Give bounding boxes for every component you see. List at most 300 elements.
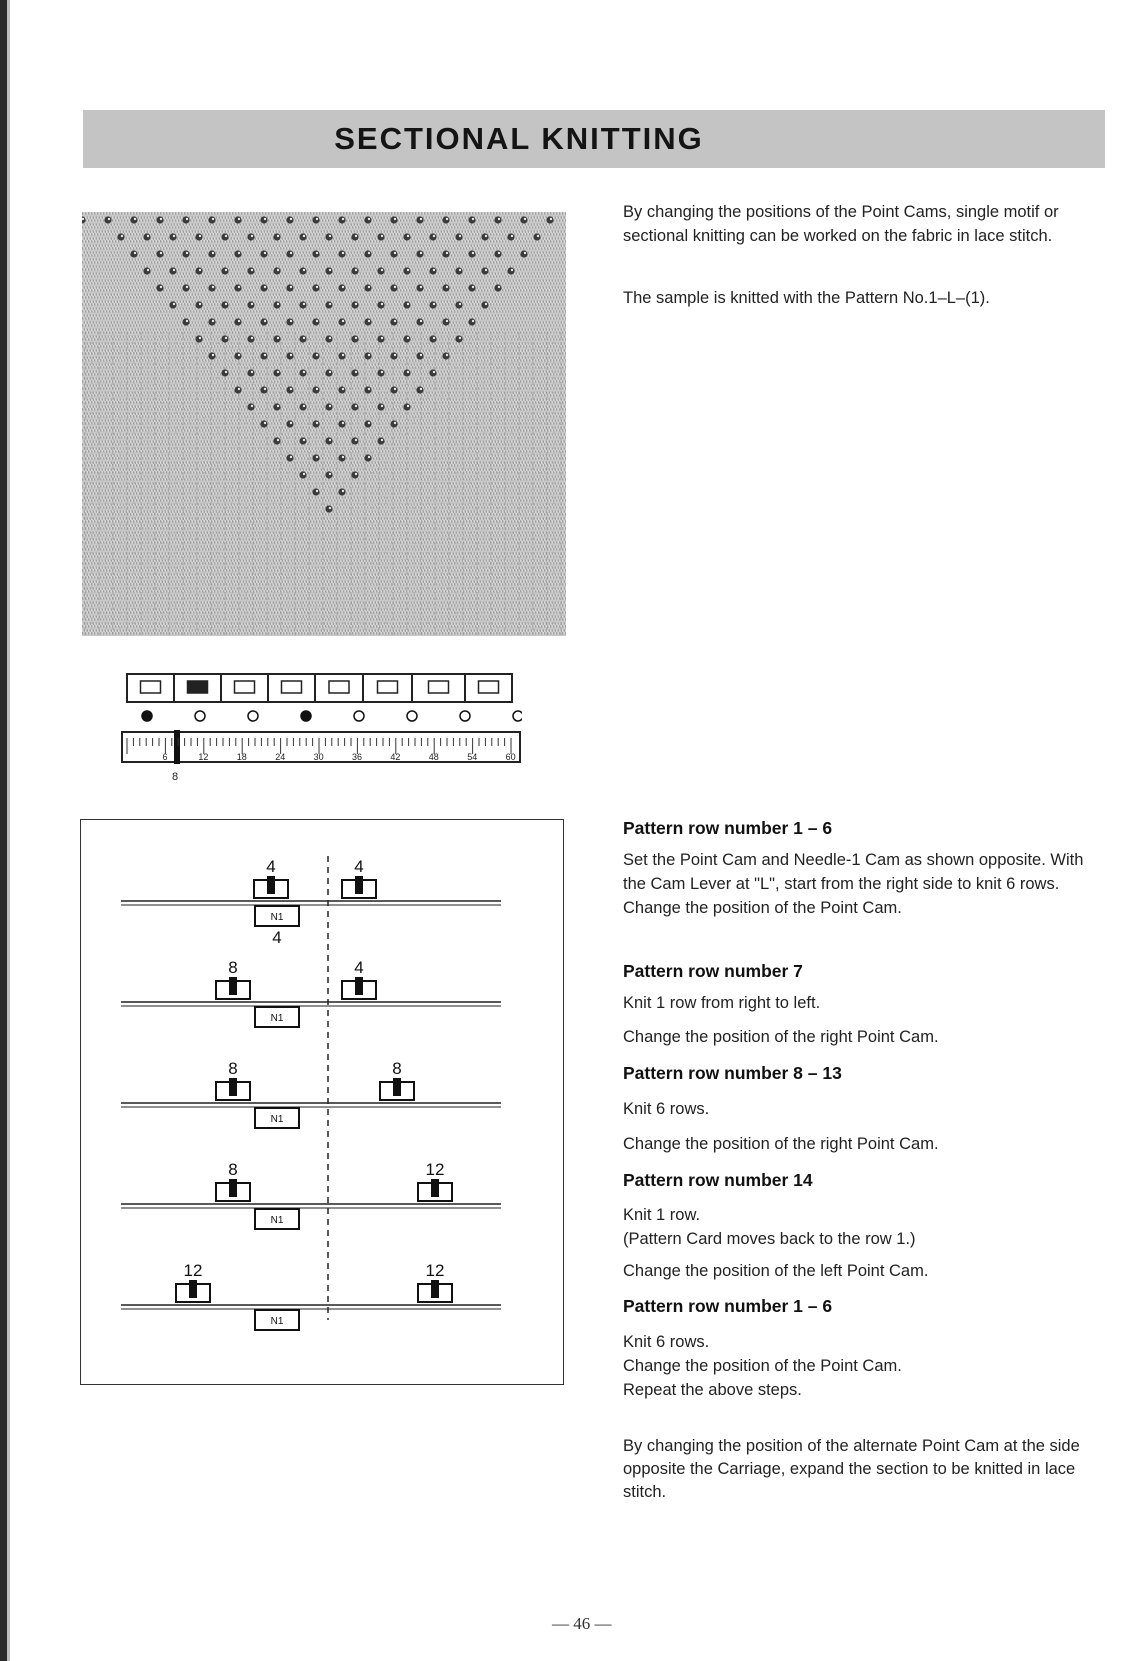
lace-eyelet-highlight (394, 422, 396, 424)
lace-eyelet-highlight (303, 371, 305, 373)
lace-eyelet (364, 318, 371, 325)
lace-eyelet-highlight (212, 286, 214, 288)
lace-eyelet-highlight (303, 337, 305, 339)
lace-eyelet (260, 284, 267, 291)
lace-eyelet (364, 454, 371, 461)
lace-eyelet-highlight (368, 218, 370, 220)
lace-eyelet-highlight (550, 218, 552, 220)
lace-eyelet (208, 318, 215, 325)
lace-eyelet-highlight (407, 235, 409, 237)
lace-eyelet-highlight (264, 218, 266, 220)
lace-eyelet (234, 216, 241, 223)
lace-eyelet-highlight (264, 422, 266, 424)
lace-eyelet-highlight (368, 286, 370, 288)
right-point-cam-number: 4 (354, 857, 364, 876)
lace-eyelet-highlight (212, 354, 214, 356)
lace-eyelet (364, 386, 371, 393)
right-point-cam-pin (393, 1078, 401, 1096)
lace-eyelet (520, 216, 527, 223)
lace-eyelet-highlight (433, 303, 435, 305)
lace-eyelet (299, 403, 306, 410)
section-2-line-1: Knit 1 row from right to left. (623, 994, 821, 1012)
lace-eyelet-highlight (186, 286, 188, 288)
cam-button-7[interactable] (429, 681, 449, 693)
lace-eyelet-highlight (290, 218, 292, 220)
lace-eyelet (442, 352, 449, 359)
cam-button-1[interactable] (141, 681, 161, 693)
lace-eyelet-highlight (277, 235, 279, 237)
lace-eyelet-highlight (342, 388, 344, 390)
lace-eyelet-highlight (160, 286, 162, 288)
lace-eyelet-highlight (186, 252, 188, 254)
lace-eyelet-highlight (186, 218, 188, 220)
lace-eyelet (221, 335, 228, 342)
lace-eyelet (390, 216, 397, 223)
needle-1-cam-label: N1 (270, 912, 284, 923)
lace-eyelet (390, 284, 397, 291)
lace-eyelet (247, 267, 254, 274)
lace-eyelet (143, 267, 150, 274)
lace-eyelet (182, 250, 189, 257)
lace-eyelet-highlight (459, 303, 461, 305)
lace-eyelet-highlight (485, 235, 487, 237)
lace-eyelet (221, 301, 228, 308)
lace-eyelet (156, 284, 163, 291)
lace-eyelet (286, 386, 293, 393)
lace-eyelet (507, 267, 514, 274)
cam-button-6[interactable] (378, 681, 398, 693)
lace-eyelet-highlight (420, 354, 422, 356)
lace-eyelet-highlight (264, 320, 266, 322)
lace-eyelet (195, 267, 202, 274)
scale-number: 12 (198, 752, 209, 762)
lace-eyelet-highlight (537, 235, 539, 237)
lace-eyelet-highlight (355, 473, 357, 475)
lace-eyelet (442, 284, 449, 291)
lace-eyelet (416, 318, 423, 325)
lace-eyelet-highlight (355, 439, 357, 441)
lace-eyelet (416, 386, 423, 393)
section-5-line-2: Change the position of the Point Cam. (623, 1357, 902, 1375)
scale-number: 30 (313, 752, 324, 762)
lace-eyelet (364, 216, 371, 223)
lace-eyelet (351, 267, 358, 274)
lace-eyelet-highlight (264, 286, 266, 288)
lace-eyelet-highlight (316, 422, 318, 424)
lace-eyelet-highlight (355, 405, 357, 407)
left-point-cam-number: 12 (183, 1261, 203, 1280)
lace-eyelet (247, 403, 254, 410)
lace-eyelet (364, 420, 371, 427)
lace-eyelet (312, 420, 319, 427)
indicator-lamp-8 (513, 711, 522, 721)
point-cam-diagram (80, 819, 564, 1385)
lace-eyelet (455, 267, 462, 274)
lace-eyelet-highlight (433, 235, 435, 237)
lace-eyelet (494, 284, 501, 291)
lace-eyelet (260, 352, 267, 359)
section-5-line-1: Knit 6 rows. (623, 1333, 710, 1351)
scale-number: 18 (236, 752, 247, 762)
lace-eyelet-highlight (329, 337, 331, 339)
lace-eyelet (247, 233, 254, 240)
lace-eyelet-highlight (238, 218, 240, 220)
lace-eyelet-highlight (303, 473, 305, 475)
lace-eyelet (221, 369, 228, 376)
lace-eyelet (260, 420, 267, 427)
lace-eyelet (169, 233, 176, 240)
lace-eyelet (208, 216, 215, 223)
lace-eyelet-highlight (472, 320, 474, 322)
lace-eyelet-highlight (407, 371, 409, 373)
lace-eyelet-highlight (420, 218, 422, 220)
lace-eyelet (377, 301, 384, 308)
lace-eyelet-highlight (316, 354, 318, 356)
lace-eyelet (429, 267, 436, 274)
lace-eyelet (221, 267, 228, 274)
indicator-lamp-4 (301, 711, 311, 721)
left-point-cam-pin (229, 1179, 237, 1197)
cam-button-strip (127, 674, 512, 702)
lace-eyelet (169, 301, 176, 308)
lace-eyelet-highlight (121, 235, 123, 237)
lace-eyelet-highlight (134, 252, 136, 254)
lace-eyelet-highlight (420, 252, 422, 254)
lace-eyelet (416, 216, 423, 223)
right-point-cam-number: 8 (392, 1059, 402, 1078)
lace-eyelet-highlight (316, 456, 318, 458)
lace-eyelet (338, 454, 345, 461)
lace-eyelet-highlight (472, 252, 474, 254)
lace-eyelet (182, 216, 189, 223)
lace-eyelet-highlight (277, 439, 279, 441)
lace-eyelet-highlight (225, 269, 227, 271)
lace-eyelet (416, 284, 423, 291)
lace-eyelet (325, 369, 332, 376)
lace-eyelet-highlight (316, 388, 318, 390)
page-edge-shadow-light (7, 0, 10, 1661)
scale-number: 42 (390, 752, 401, 762)
indicator-lamp-2 (195, 711, 205, 721)
indicator-lamp-7 (460, 711, 470, 721)
lace-eyelet-highlight (420, 320, 422, 322)
lace-eyelet (312, 488, 319, 495)
lace-eyelet (208, 284, 215, 291)
lace-eyelet-highlight (290, 422, 292, 424)
lace-eyelet (130, 250, 137, 257)
lace-eyelet (234, 318, 241, 325)
lace-eyelet (234, 250, 241, 257)
lace-eyelet-highlight (394, 252, 396, 254)
lace-eyelet (273, 403, 280, 410)
lace-eyelet-highlight (108, 218, 110, 220)
right-point-cam-pin (431, 1280, 439, 1298)
left-point-cam-pin (189, 1280, 197, 1298)
lace-eyelet (273, 267, 280, 274)
lace-eyelet-highlight (251, 303, 253, 305)
lace-eyelet (208, 352, 215, 359)
cam-button-4[interactable] (282, 681, 302, 693)
lace-eyelet-highlight (212, 252, 214, 254)
scale-number: 24 (275, 752, 286, 762)
right-point-cam-pin (431, 1179, 439, 1197)
lace-eyelet (403, 369, 410, 376)
lace-eyelet (299, 437, 306, 444)
needle-1-cam-number: 4 (272, 928, 282, 947)
lace-eyelet-highlight (472, 286, 474, 288)
lace-eyelet-highlight (160, 218, 162, 220)
section-1-text (623, 848, 1103, 920)
lace-eyelet-highlight (212, 320, 214, 322)
lace-eyelet (429, 335, 436, 342)
lace-eyelet-highlight (316, 252, 318, 254)
lace-eyelet (507, 233, 514, 240)
scale-number: 54 (467, 752, 478, 762)
lace-eyelet (312, 386, 319, 393)
lace-eyelet-highlight (433, 269, 435, 271)
indicator-lamp-6 (407, 711, 417, 721)
lace-eyelet (390, 250, 397, 257)
lace-eyelet-highlight (407, 303, 409, 305)
lace-eyelet (364, 250, 371, 257)
lace-eyelet (442, 318, 449, 325)
closing-paragraph: By changing the position of the alternate Point Cam at the side opposite the Carriage, expand the section to be knitted in lace stitch. (623, 1437, 1080, 1501)
right-point-cam-pin (355, 977, 363, 995)
lace-eyelet (338, 420, 345, 427)
lace-eyelet-highlight (290, 252, 292, 254)
lace-eyelet (312, 352, 319, 359)
lace-eyelet-highlight (329, 439, 331, 441)
lace-eyelet-highlight (329, 405, 331, 407)
scale-pointer (174, 730, 180, 764)
lace-eyelet-highlight (394, 320, 396, 322)
scale-number: 48 (428, 752, 439, 762)
lace-eyelet (403, 403, 410, 410)
lace-eyelet (390, 386, 397, 393)
lace-eyelet-highlight (485, 269, 487, 271)
lace-eyelet-highlight (290, 388, 292, 390)
lace-eyelet (351, 335, 358, 342)
lace-eyelet (104, 216, 111, 223)
lace-eyelet-highlight (498, 252, 500, 254)
lace-eyelet-highlight (498, 218, 500, 220)
lace-eyelet (468, 216, 475, 223)
lace-eyelet (195, 335, 202, 342)
lace-eyelet-highlight (173, 235, 175, 237)
left-point-cam-number: 8 (228, 1160, 238, 1179)
lace-eyelet-highlight (420, 286, 422, 288)
lace-eyelet-highlight (303, 439, 305, 441)
lace-eyelet (247, 335, 254, 342)
lace-eyelet-highlight (342, 218, 344, 220)
lace-eyelet (338, 386, 345, 393)
lace-eyelet (338, 250, 345, 257)
lace-eyelet-highlight (329, 235, 331, 237)
lace-eyelet (390, 352, 397, 359)
cam-button-8[interactable] (479, 681, 499, 693)
lace-eyelet (442, 216, 449, 223)
lace-eyelet (377, 403, 384, 410)
lace-eyelet-highlight (342, 354, 344, 356)
section-5-line-3: Repeat the above steps. (623, 1381, 802, 1399)
right-point-cam-pin (355, 876, 363, 894)
lace-eyelet (273, 437, 280, 444)
lace-eyelet-highlight (459, 337, 461, 339)
lace-eyelet (143, 233, 150, 240)
lace-eyelet (351, 437, 358, 444)
lace-eyelet (481, 233, 488, 240)
right-point-cam-number: 12 (425, 1261, 445, 1280)
lace-eyelet-highlight (342, 252, 344, 254)
lace-eyelet (377, 233, 384, 240)
lace-eyelet-highlight (316, 320, 318, 322)
lace-eyelet (468, 250, 475, 257)
cam-button-2[interactable] (188, 681, 208, 693)
lace-eyelet-highlight (264, 354, 266, 356)
lace-eyelet (247, 301, 254, 308)
lace-eyelet-highlight (277, 405, 279, 407)
lace-eyelet (416, 352, 423, 359)
section-4-line-3: Change the position of the left Point Cam. (623, 1262, 929, 1280)
lace-eyelet (533, 233, 540, 240)
lace-eyelet-highlight (303, 235, 305, 237)
lace-eyelet-highlight (368, 422, 370, 424)
needle-1-cam-label: N1 (270, 1114, 284, 1125)
left-point-cam-number: 8 (228, 1059, 238, 1078)
lace-eyelet-highlight (225, 371, 227, 373)
lace-eyelet-highlight (251, 235, 253, 237)
lace-eyelet (325, 403, 332, 410)
lace-eyelet-highlight (251, 337, 253, 339)
lace-eyelet (455, 335, 462, 342)
section-heading-2: Pattern row number 7 (623, 961, 803, 981)
lace-eyelet (299, 233, 306, 240)
lace-eyelet-highlight (355, 235, 357, 237)
lace-eyelet-highlight (277, 269, 279, 271)
lace-eyelet-highlight (485, 303, 487, 305)
lace-eyelet-highlight (524, 252, 526, 254)
lace-eyelet (468, 284, 475, 291)
lace-eyelet (338, 318, 345, 325)
cam-panel-drawing (82, 672, 522, 792)
lace-eyelet-highlight (251, 405, 253, 407)
lace-eyelet (351, 471, 358, 478)
lace-eyelet (481, 301, 488, 308)
lace-eyelet (338, 352, 345, 359)
sample-pattern-note: The sample is knitted with the Pattern No.1–L–(1). (623, 289, 990, 307)
indicator-lamp-1 (142, 711, 152, 721)
scale-pointer-label: 8 (171, 771, 179, 783)
lace-eyelet (325, 335, 332, 342)
section-heading-5: Pattern row number 1 – 6 (623, 1296, 833, 1316)
lace-eyelet (286, 420, 293, 427)
lace-eyelet-highlight (329, 507, 331, 509)
lace-eyelet (247, 369, 254, 376)
cam-button-3[interactable] (235, 681, 255, 693)
lace-eyelet (286, 284, 293, 291)
lace-sample-photo (82, 212, 566, 636)
lace-eyelet-highlight (316, 490, 318, 492)
lace-eyelet-highlight (238, 286, 240, 288)
lace-eyelet-highlight (199, 269, 201, 271)
lace-eyelet-highlight (355, 371, 357, 373)
lace-eyelet (494, 216, 501, 223)
lace-eyelet (130, 216, 137, 223)
lace-eyelet-highlight (420, 388, 422, 390)
lace-eyelet (377, 369, 384, 376)
lace-eyelet-highlight (355, 303, 357, 305)
section-heading-3: Pattern row number 8 – 13 (623, 1063, 842, 1083)
lace-eyelet-highlight (329, 303, 331, 305)
lace-eyelet (299, 471, 306, 478)
lace-eyelet-highlight (446, 252, 448, 254)
lace-eyelet-highlight (277, 337, 279, 339)
lace-eyelet-highlight (238, 320, 240, 322)
lace-eyelet (325, 471, 332, 478)
lace-eyelet (195, 301, 202, 308)
lace-eyelet-highlight (264, 252, 266, 254)
lace-eyelet-highlight (290, 354, 292, 356)
lace-eyelet (520, 250, 527, 257)
lace-eyelet (325, 301, 332, 308)
lace-eyelet (273, 369, 280, 376)
lace-eyelet-highlight (524, 218, 526, 220)
lace-eyelet (286, 318, 293, 325)
lace-eyelet (377, 437, 384, 444)
lace-eyelet-highlight (394, 218, 396, 220)
lace-eyelet (351, 369, 358, 376)
lace-eyelet-highlight (407, 269, 409, 271)
lace-eyelet (273, 233, 280, 240)
lace-eyelet (260, 386, 267, 393)
left-point-cam-pin (229, 1078, 237, 1096)
left-point-cam-number: 4 (266, 857, 276, 876)
lace-eyelet (260, 216, 267, 223)
needle-1-cam-label: N1 (270, 1316, 284, 1327)
lace-eyelet (481, 267, 488, 274)
lace-eyelet (182, 318, 189, 325)
lace-eyelet-highlight (342, 320, 344, 322)
intro-paragraph: By changing the positions of the Point Cams, single motif or sectional knitting can be worked on the fabric in lace stitch. (623, 203, 1059, 245)
lace-eyelet (286, 352, 293, 359)
lace-eyelet (390, 420, 397, 427)
cam-button-5[interactable] (329, 681, 349, 693)
lace-eyelet-highlight (316, 218, 318, 220)
lace-eyelet (468, 318, 475, 325)
lace-eyelet (286, 454, 293, 461)
cam-control-panel (82, 672, 522, 792)
lace-eyelet (325, 267, 332, 274)
lace-eyelet-highlight (381, 269, 383, 271)
lace-sample-image (82, 212, 566, 636)
lace-eyelet-highlight (147, 235, 149, 237)
lace-eyelet (338, 284, 345, 291)
lace-eyelet-highlight (407, 337, 409, 339)
lace-eyelet (156, 216, 163, 223)
lace-eyelet (455, 233, 462, 240)
lace-eyelet-highlight (498, 286, 500, 288)
lace-eyelet-highlight (446, 320, 448, 322)
lace-eyelet-highlight (251, 269, 253, 271)
lace-eyelet (299, 335, 306, 342)
lace-eyelet-highlight (433, 371, 435, 373)
lace-eyelet-highlight (368, 456, 370, 458)
lace-eyelet (455, 301, 462, 308)
lace-eyelet (325, 437, 332, 444)
lace-eyelet (403, 267, 410, 274)
lace-eyelet-highlight (199, 337, 201, 339)
lace-eyelet-highlight (368, 320, 370, 322)
